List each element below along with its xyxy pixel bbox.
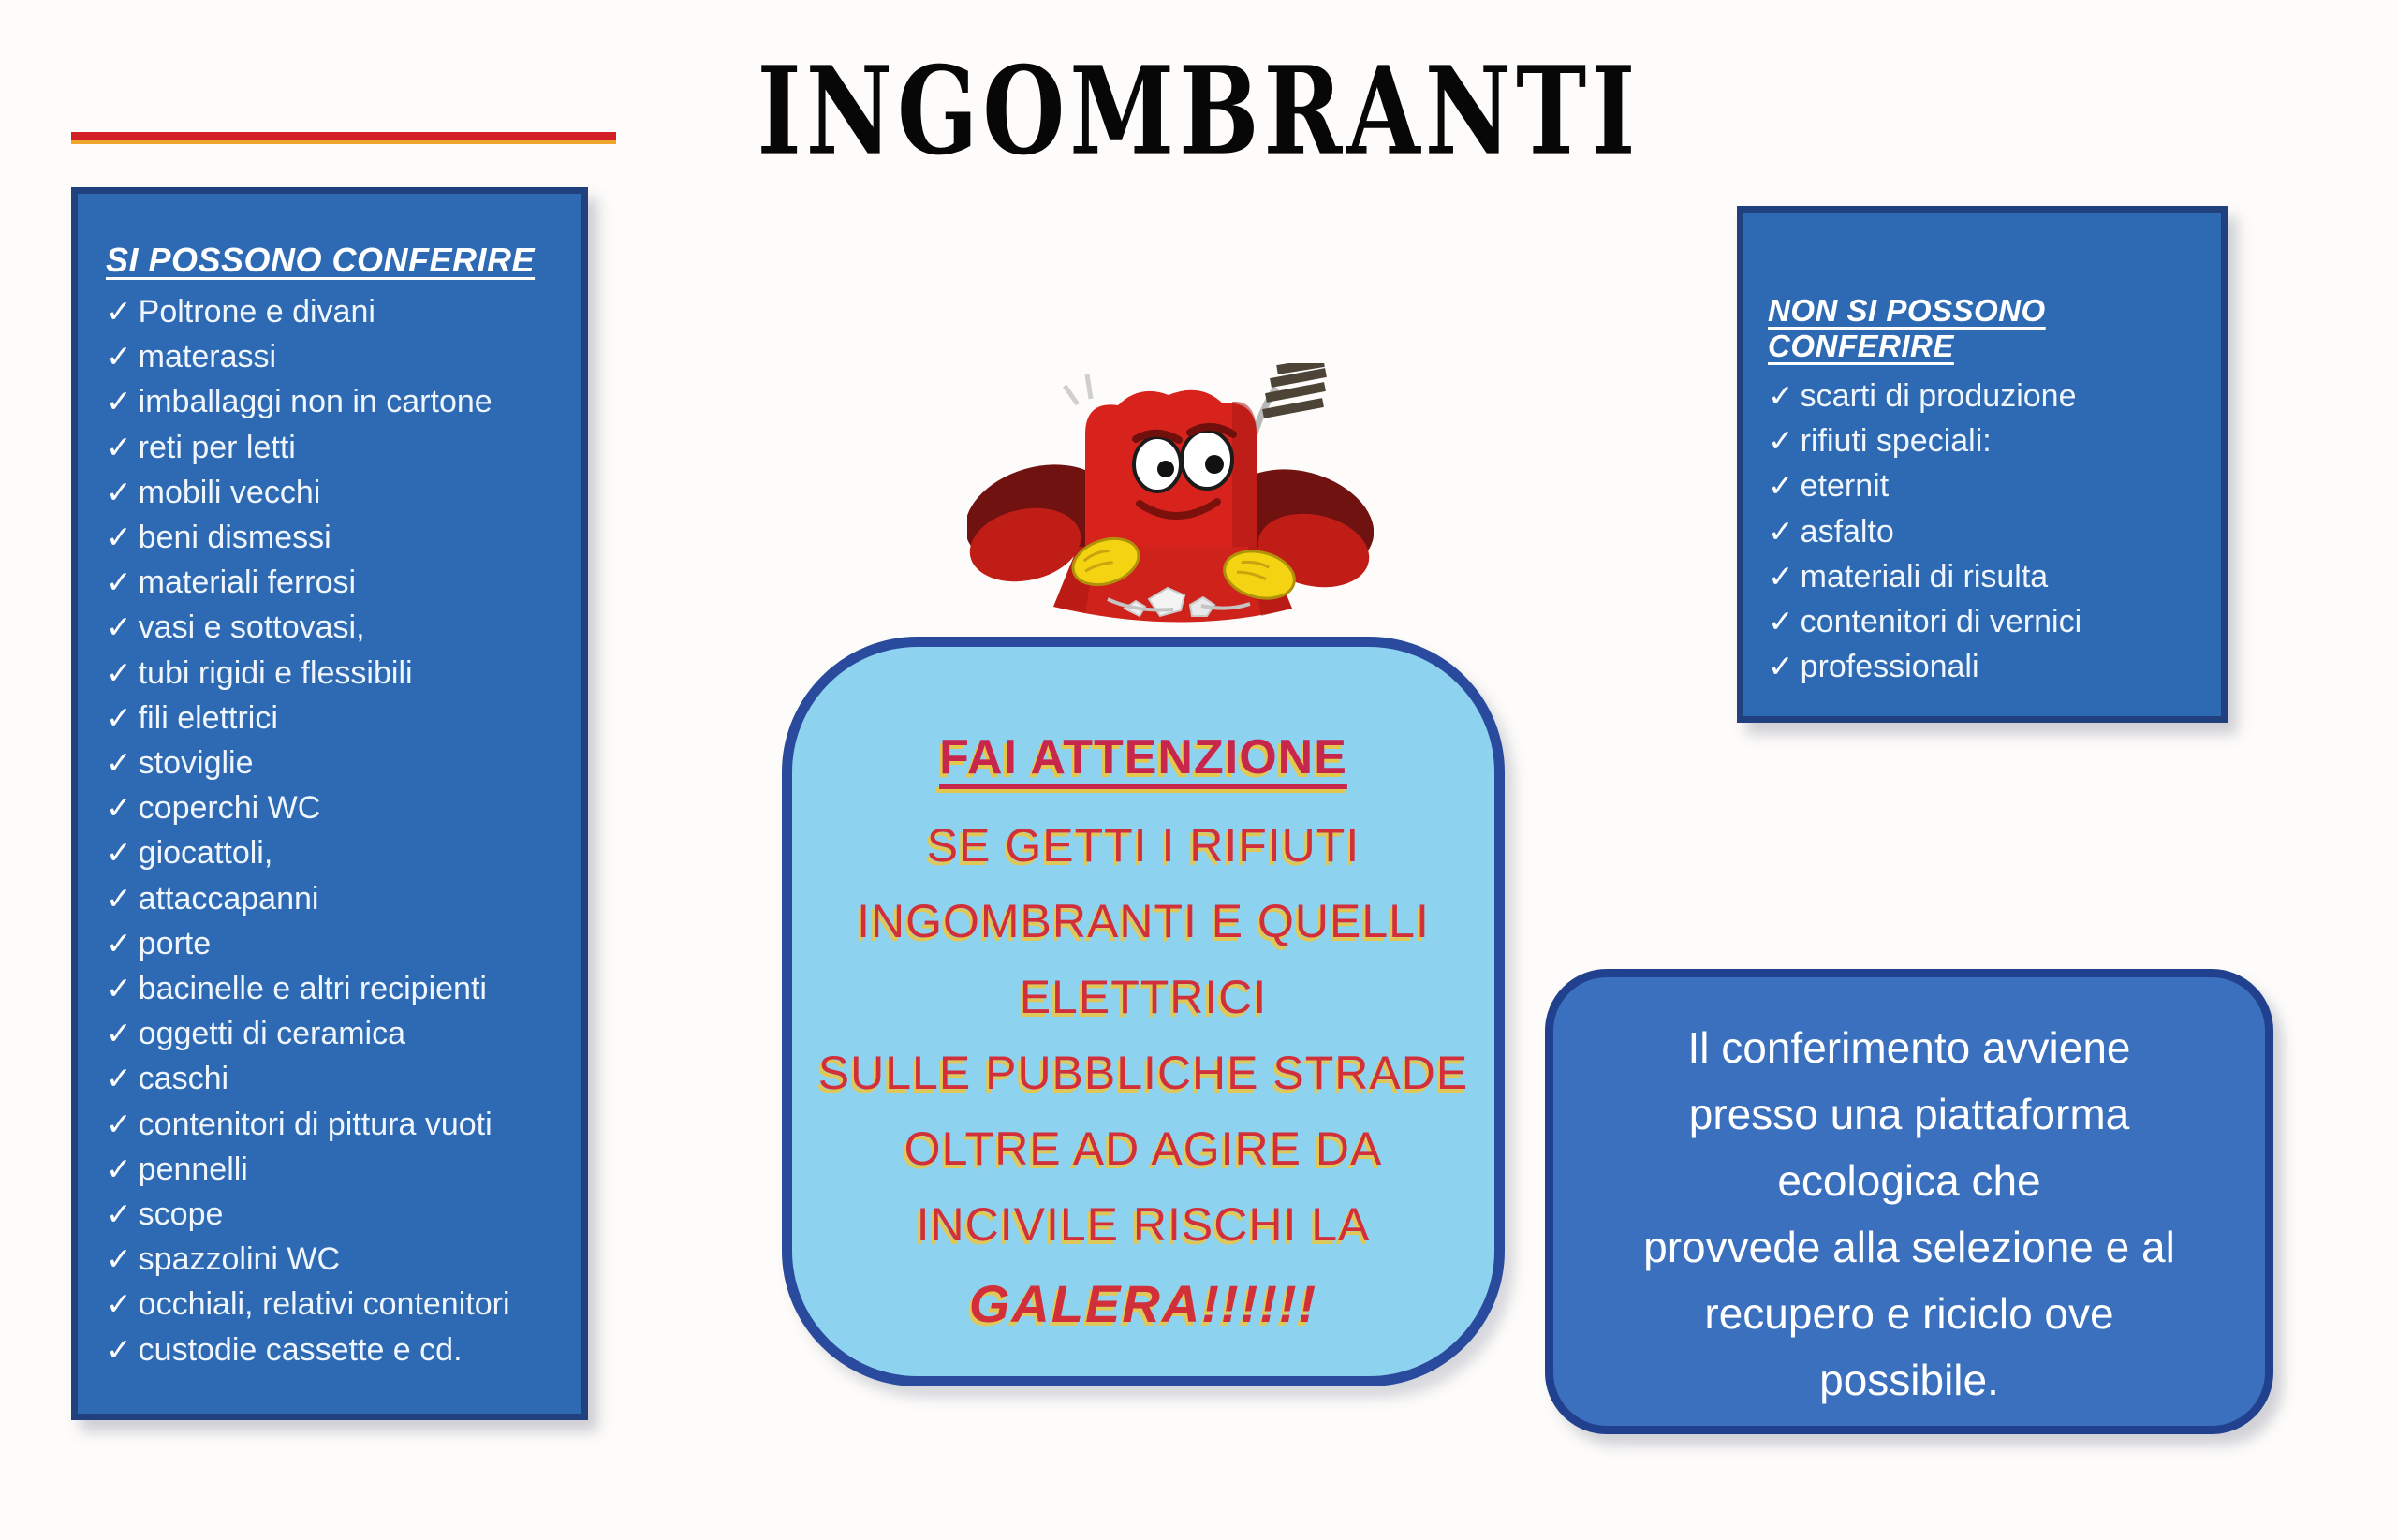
list-item-label: tubi rigidi e flessibili (138, 654, 413, 691)
warning-heading: FAI ATTENZIONE (939, 730, 1347, 785)
check-icon: ✓ (106, 384, 132, 419)
info-line: possibile. (1819, 1356, 1999, 1404)
red-accent-line (71, 132, 616, 144)
list-item (106, 605, 568, 650)
list-item-label: fili elettrici (138, 699, 278, 736)
allowed-items-box (71, 187, 588, 1420)
check-icon: ✓ (106, 1061, 132, 1096)
warning-line: SE GETTI I RIFIUTI (926, 819, 1360, 872)
check-icon: ✓ (106, 1286, 132, 1322)
check-icon: ✓ (106, 1016, 132, 1051)
warning-line: OLTRE AD AGIRE DA (904, 1122, 1383, 1175)
list-item (106, 515, 568, 560)
list-item-label: spazzolini WC (138, 1241, 341, 1278)
check-icon: ✓ (106, 835, 132, 871)
check-icon: ✓ (106, 654, 132, 690)
list-item-label: pennelli (138, 1151, 248, 1187)
warning-line: INCIVILE RISCHI LA (916, 1198, 1371, 1251)
not-allowed-items-box (1737, 206, 2228, 723)
list-item (106, 741, 568, 785)
warning-lines (792, 808, 1494, 1263)
page-title: INGOMBRANTI (757, 39, 1640, 183)
info-line: ecologica che (1777, 1156, 2041, 1205)
list-item (1768, 374, 2208, 418)
backrest-shading (1232, 402, 1257, 552)
allowed-heading: SI POSSONO CONFERIRE (106, 241, 536, 279)
check-icon: ✓ (1768, 649, 1794, 684)
list-item (1768, 644, 2208, 689)
list-item-label: Poltrone e divani (138, 294, 375, 330)
check-icon: ✓ (106, 699, 132, 735)
pupil-left (1157, 461, 1174, 477)
check-icon: ✓ (106, 925, 132, 961)
check-icon: ✓ (106, 1196, 132, 1232)
list-item (106, 830, 568, 875)
list-item-label: giocattoli, (138, 835, 273, 872)
info-line: provvede alla selezione e al (1643, 1223, 2175, 1271)
list-item (106, 1011, 568, 1056)
list-item (106, 560, 568, 605)
check-icon: ✓ (1768, 423, 1794, 459)
check-icon: ✓ (106, 565, 132, 600)
list-item-label: scope (138, 1196, 224, 1233)
list-item-label: materassi (138, 339, 277, 375)
list-item-label: materiali ferrosi (138, 565, 357, 601)
list-item-label: custodie cassette e cd. (138, 1331, 463, 1368)
check-icon: ✓ (106, 294, 132, 329)
check-icon: ✓ (106, 1106, 132, 1141)
list-item-label: porte (138, 925, 212, 961)
list-item-label: imballaggi non in cartone (138, 384, 493, 420)
check-icon: ✓ (1768, 468, 1794, 504)
list-item-label: scarti di produzione (1800, 378, 2077, 414)
list-item (106, 334, 568, 379)
check-icon: ✓ (106, 429, 132, 464)
list-item (106, 696, 568, 741)
list-item-label: vasi e sottovasi, (138, 609, 365, 646)
check-icon: ✓ (1768, 378, 1794, 413)
list-item (1768, 599, 2208, 644)
check-icon: ✓ (1768, 558, 1794, 594)
allowed-list (106, 289, 568, 1372)
check-icon: ✓ (106, 1151, 132, 1186)
list-item (1768, 418, 2208, 463)
check-icon: ✓ (106, 520, 132, 555)
list-item-label: coperchi WC (138, 790, 321, 827)
sparkle-marks (1065, 374, 1091, 404)
not-allowed-list (1768, 374, 2208, 689)
armchair-mascot-illustration (967, 363, 1374, 629)
list-item (1768, 554, 2208, 599)
list-item (1768, 509, 2208, 554)
list-item (1768, 463, 2208, 508)
check-icon: ✓ (106, 745, 132, 781)
list-item (106, 1192, 568, 1237)
list-item (106, 1147, 568, 1192)
list-item-label: oggetti di ceramica (138, 1016, 406, 1052)
list-item-label: eternit (1800, 468, 1890, 505)
list-item (106, 1282, 568, 1327)
list-item-label: reti per letti (138, 429, 296, 465)
list-item (106, 289, 568, 334)
list-item (106, 785, 568, 830)
list-item (106, 379, 568, 424)
check-icon: ✓ (106, 971, 132, 1006)
warning-box (782, 637, 1505, 1386)
list-item-label: contenitori di pittura vuoti (138, 1106, 493, 1142)
list-item-label: attaccapanni (138, 880, 319, 917)
check-icon: ✓ (106, 790, 132, 826)
info-line: presso una piattaforma (1688, 1090, 2130, 1138)
check-icon: ✓ (106, 1241, 132, 1277)
check-icon: ✓ (106, 609, 132, 645)
warning-line: INGOMBRANTI E QUELLI (857, 895, 1430, 947)
list-item-label: mobili vecchi (138, 474, 321, 510)
list-item (106, 425, 568, 470)
list-item-label: rifiuti speciali: (1800, 423, 1992, 460)
check-icon: ✓ (106, 474, 132, 509)
check-icon: ✓ (106, 1331, 132, 1367)
check-icon: ✓ (106, 339, 132, 374)
list-item (106, 1237, 568, 1282)
warning-line: ELETTRICI (1019, 971, 1268, 1023)
pupil-right (1205, 455, 1224, 474)
list-item-label: contenitori di vernici (1800, 604, 2082, 640)
check-icon: ✓ (1768, 604, 1794, 639)
list-item (106, 1056, 568, 1101)
list-item (106, 1327, 568, 1372)
list-item (106, 876, 568, 921)
list-item-label: occhiali, relativi contenitori (138, 1286, 510, 1323)
eye-left (1134, 437, 1181, 491)
list-item-label: beni dismessi (138, 520, 331, 556)
list-item-label: professionali (1800, 649, 1979, 685)
warning-emphasis: GALERA!!!!!! (968, 1274, 1318, 1333)
info-lines (1553, 1015, 2265, 1414)
info-box (1545, 969, 2273, 1434)
list-item (106, 966, 568, 1011)
list-item-label: materiali di risulta (1800, 558, 2049, 594)
list-item (106, 651, 568, 696)
list-item (106, 470, 568, 515)
check-icon: ✓ (106, 880, 132, 916)
list-item-label: bacinelle e altri recipienti (138, 971, 487, 1007)
list-item-label: asfalto (1800, 513, 1894, 550)
warning-line: SULLE PUBBLICHE STRADE (817, 1047, 1469, 1099)
info-line: Il conferimento avviene (1687, 1023, 2131, 1072)
info-line: recupero e riciclo ove (1704, 1289, 2114, 1338)
list-item-label: caschi (138, 1061, 229, 1097)
armchair-mascot (967, 363, 1374, 629)
list-item (106, 921, 568, 966)
list-item (106, 1102, 568, 1147)
check-icon: ✓ (1768, 513, 1794, 549)
list-item-label: stoviglie (138, 745, 254, 782)
not-allowed-heading: NON SI POSSONO CONFERIRE (1768, 293, 2046, 363)
